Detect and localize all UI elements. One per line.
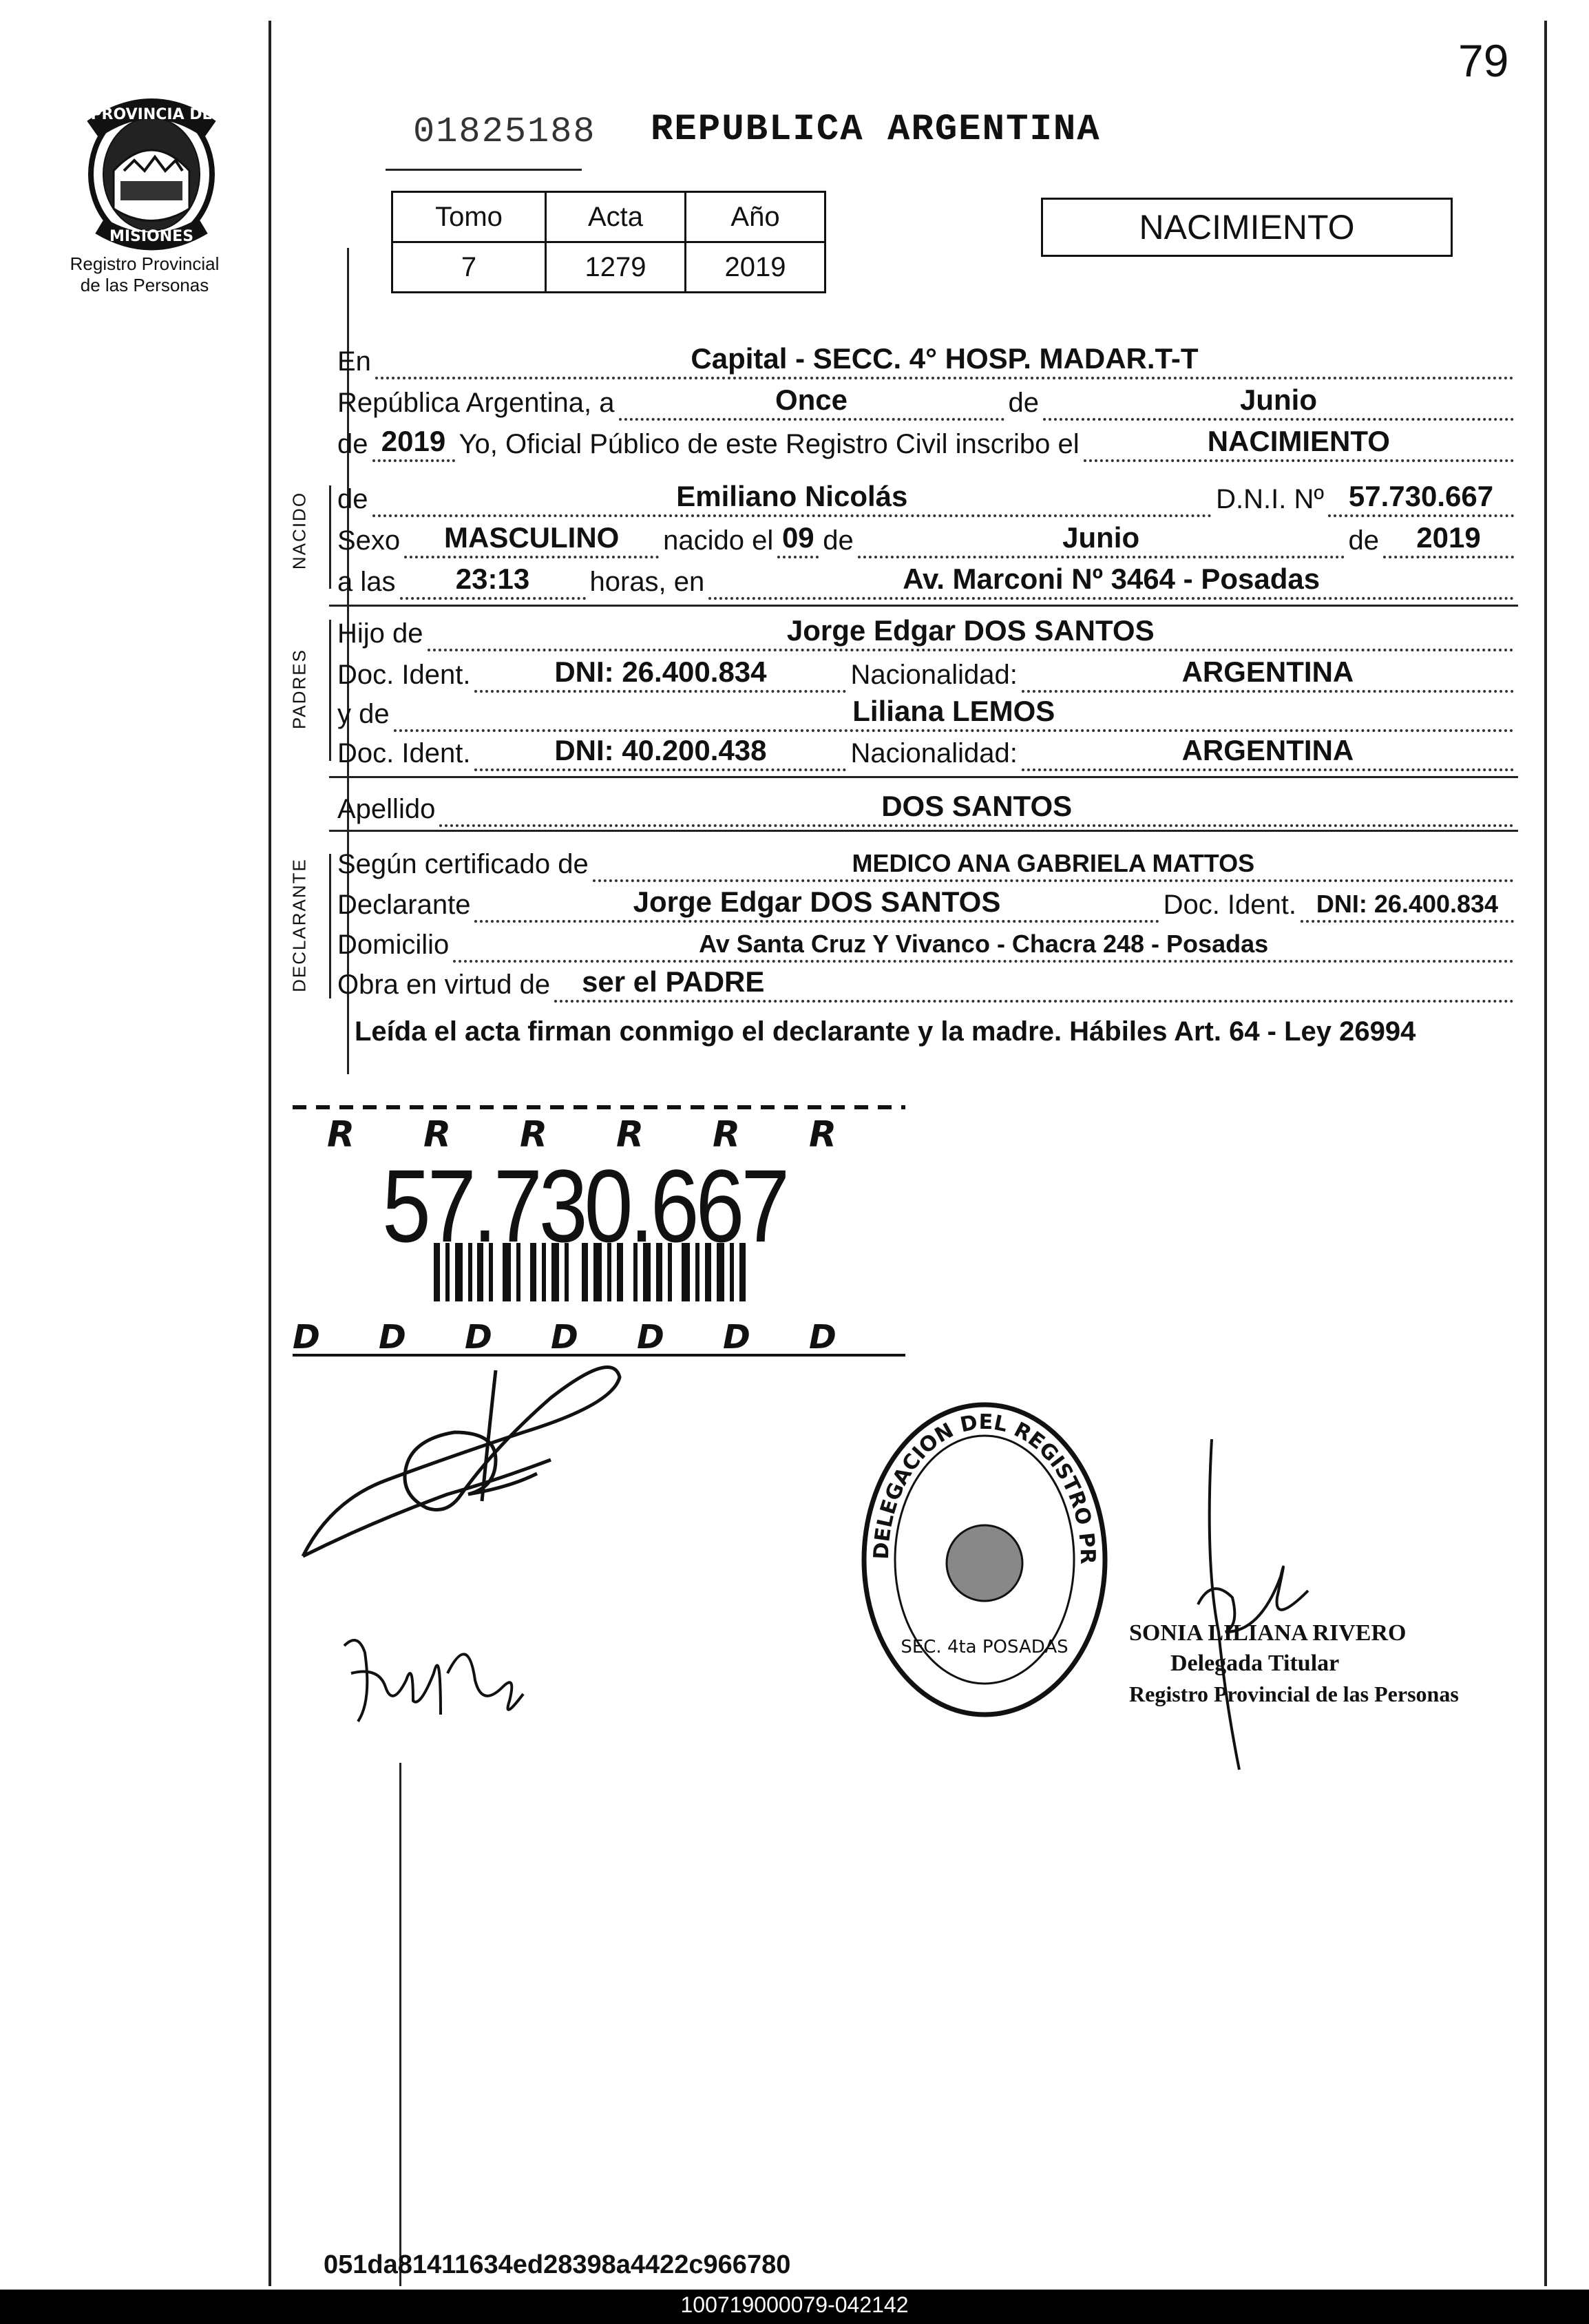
address-label: Domicilio — [337, 930, 450, 960]
record-header-anio: Año — [686, 192, 825, 242]
form-row-location — [337, 341, 1518, 379]
certificate-value: MEDICO ANA GABRIELA MATTOS — [852, 849, 1255, 877]
father-field — [428, 610, 1514, 651]
section-declarante-bar — [329, 854, 331, 998]
officer-block — [1129, 1618, 1459, 1709]
declarant-doc-label: Doc. Ident. — [1163, 890, 1296, 920]
left-margin-line — [269, 21, 271, 2286]
father-doc-label: Doc. Ident. — [337, 660, 471, 690]
right-margin-line — [1544, 21, 1547, 2286]
event-value: NACIMIENTO — [1207, 425, 1390, 457]
section-padres-bar — [329, 620, 331, 761]
location-label: En — [337, 346, 371, 377]
place-field — [708, 558, 1514, 600]
form-row-certificate — [337, 844, 1518, 882]
birth-month-field — [858, 517, 1345, 558]
record-value-acta: 1279 — [546, 242, 686, 293]
form-row-name — [337, 479, 1518, 517]
sticker-mark-top-4: R — [616, 1114, 644, 1155]
record-type-box: NACIMIENTO — [1041, 198, 1453, 257]
father-nationality-field — [1022, 651, 1514, 693]
lower-guide-line — [399, 1763, 401, 2286]
sex-value: MASCULINO — [444, 521, 620, 554]
province-seal-logo — [72, 88, 231, 253]
birth-year-field — [1383, 517, 1514, 558]
declarant-signature — [289, 1350, 647, 1577]
event-field — [1084, 421, 1514, 462]
form-row-time-place — [337, 561, 1518, 600]
birth-day-field — [777, 517, 819, 558]
registry-line-2: de las Personas — [80, 275, 209, 295]
form-row-mother — [337, 693, 1518, 732]
year-field — [372, 421, 455, 462]
birth-day-value: 09 — [781, 521, 814, 554]
stamp-outer-text: DELEGACION DEL REGISTRO PR — [869, 1410, 1100, 1564]
place-value: Av. Marconi Nº 3464 - Posadas — [903, 563, 1320, 595]
dni-value: 57.730.667 — [1348, 480, 1494, 512]
mother-value: Liliana LEMOS — [852, 695, 1055, 727]
month-value: Junio — [1240, 384, 1317, 416]
sticker-mark-bottom-7: D — [809, 1318, 836, 1357]
sticker-mark-bottom-6: D — [723, 1318, 750, 1357]
father-value: Jorge Edgar DOS SANTOS — [786, 614, 1155, 647]
month-field — [1043, 379, 1514, 421]
form-row-declarant — [337, 884, 1518, 923]
sticker-mark-bottom-5: D — [637, 1318, 664, 1357]
certificate-field — [593, 841, 1514, 882]
mother-doc-field — [474, 730, 846, 771]
birth-month-value: Junio — [1062, 521, 1140, 554]
section-nacido-label: NACIDO — [288, 491, 310, 570]
section-nacido-bar — [329, 485, 331, 589]
sticker-mark-top-6: R — [809, 1114, 837, 1155]
birth-year-label: de — [1348, 525, 1379, 556]
month-label: de — [1008, 388, 1039, 418]
serial-underline — [386, 169, 582, 171]
sticker-mark-top-3: R — [520, 1114, 548, 1155]
registry-label — [41, 253, 248, 296]
sticker-mark-top-2: R — [423, 1114, 452, 1155]
document-hash: 051da81411634ed28398a4422c966780 — [324, 2250, 791, 2279]
record-table — [391, 191, 826, 293]
logo-top-text: PROVINCIA DE — [90, 106, 213, 123]
time-field — [400, 558, 586, 600]
sex-label: Sexo — [337, 525, 401, 556]
name-label: de — [337, 484, 368, 514]
form-row-mother-doc — [337, 733, 1518, 771]
record-value-anio: 2019 — [686, 242, 825, 293]
birth-month-label: de — [823, 525, 854, 556]
officer-title: Delegada Titular — [1170, 1651, 1340, 1676]
officer-name: SONIA LILIANA RIVERO — [1129, 1620, 1407, 1646]
form-row-year — [337, 423, 1518, 462]
form-row-sex-birth — [337, 520, 1518, 558]
form-row-surname — [337, 788, 1518, 827]
mother-field — [394, 691, 1514, 732]
sex-field — [404, 517, 659, 558]
address-field — [453, 921, 1514, 963]
divider-padres — [329, 776, 1518, 778]
record-value-tomo: 7 — [392, 242, 546, 293]
form-row-father-doc — [337, 654, 1518, 693]
father-nationality-value: ARGENTINA — [1181, 656, 1354, 688]
sticker-mark-bottom-1: D — [293, 1318, 320, 1357]
sticker-mark-bottom-4: D — [551, 1318, 578, 1357]
republic-label: República Argentina, a — [337, 388, 615, 418]
record-header-tomo: Tomo — [392, 192, 546, 242]
father-doc-field — [474, 651, 846, 693]
surname-label: Apellido — [337, 794, 436, 824]
mother-nationality-label: Nacionalidad: — [850, 738, 1018, 768]
sticker-mark-bottom-2: D — [379, 1318, 406, 1357]
section-declarante-label: DECLARANTE — [288, 858, 310, 992]
sticker-mark-top-1: R — [327, 1114, 355, 1155]
surname-value: DOS SANTOS — [881, 790, 1073, 822]
acts-as-field — [554, 961, 1514, 1003]
dni-field — [1328, 476, 1514, 517]
dni-label: D.N.I. Nº — [1216, 484, 1324, 514]
mother-doc-label: Doc. Ident. — [337, 738, 471, 768]
mother-doc-value: DNI: 40.200.438 — [554, 734, 767, 766]
logo-bottom-text: MISIONES — [109, 228, 194, 245]
name-field — [372, 476, 1212, 517]
declarant-label: Declarante — [337, 890, 471, 920]
sticker-mark-bottom-3: D — [465, 1318, 492, 1357]
sticker-mark-top-5: R — [713, 1114, 741, 1155]
mother-nationality-field — [1022, 730, 1514, 771]
section-padres-label: PADRES — [288, 649, 310, 729]
acts-as-value: ser el PADRE — [582, 965, 765, 998]
father-nationality-label: Nacionalidad: — [850, 660, 1018, 690]
declarant-value: Jorge Edgar DOS SANTOS — [633, 886, 1001, 918]
form-row-address — [337, 924, 1518, 963]
address-value: Av Santa Cruz Y Vivanco - Chacra 248 - Posadas — [699, 930, 1269, 958]
registry-stamp — [854, 1398, 1115, 1721]
form-row-acts-as — [337, 964, 1518, 1003]
record-header-acta: Acta — [546, 192, 686, 242]
day-value: Once — [775, 384, 848, 416]
closing-statement: Leída el acta firman conmigo el declarante y la madre. Hábiles Art. 64 - Ley 26994 — [355, 1016, 1416, 1047]
form-row-father — [337, 613, 1518, 651]
place-label: horas, en — [589, 567, 705, 597]
day-field — [619, 379, 1004, 421]
birth-year-value: 2019 — [1416, 521, 1481, 554]
divider-nacido — [329, 605, 1518, 607]
footer-code: 100719000079-042142 — [680, 2292, 909, 2317]
father-doc-value: DNI: 26.400.834 — [554, 656, 767, 688]
acts-as-label: Obra en virtud de — [337, 970, 551, 1000]
page-number: 79 — [1458, 35, 1509, 86]
serial-number: 01825188 — [413, 112, 596, 152]
surname-field — [439, 786, 1514, 827]
declarant-field — [474, 881, 1159, 923]
time-label: a las — [337, 567, 396, 597]
name-value: Emiliano Nicolás — [676, 480, 908, 512]
year-value: 2019 — [381, 425, 446, 457]
divider-surname — [329, 830, 1518, 832]
time-value: 23:13 — [455, 563, 530, 595]
country-title: REPUBLICA ARGENTINA — [651, 109, 1101, 151]
father-label: Hijo de — [337, 618, 423, 649]
declarant-doc-value: DNI: 26.400.834 — [1316, 890, 1499, 918]
officer-statement-label: Yo, Oficial Público de este Registro Civil inscribo el — [459, 429, 1080, 459]
mother-label: y de — [337, 699, 390, 729]
stamp-inner-text: SEC. 4ta POSADAS — [901, 1637, 1069, 1657]
officer-office: Registro Provincial de las Personas — [1129, 1682, 1459, 1706]
born-label: nacido el — [663, 525, 774, 556]
officer-signature — [1157, 1425, 1336, 1783]
year-label: de — [337, 429, 368, 459]
sticker-dni-number: 57.730.667 — [382, 1148, 787, 1264]
declarant-doc-field — [1301, 881, 1514, 923]
mother-signature — [330, 1604, 537, 1742]
form-row-date-day — [337, 382, 1518, 421]
mother-nationality-value: ARGENTINA — [1181, 734, 1354, 766]
location-value: Capital - SECC. 4° HOSP. MADAR.T-T — [691, 342, 1199, 375]
location-field — [375, 338, 1514, 379]
certificate-label: Según certificado de — [337, 849, 589, 879]
registry-line-1: Registro Provincial — [70, 253, 220, 274]
